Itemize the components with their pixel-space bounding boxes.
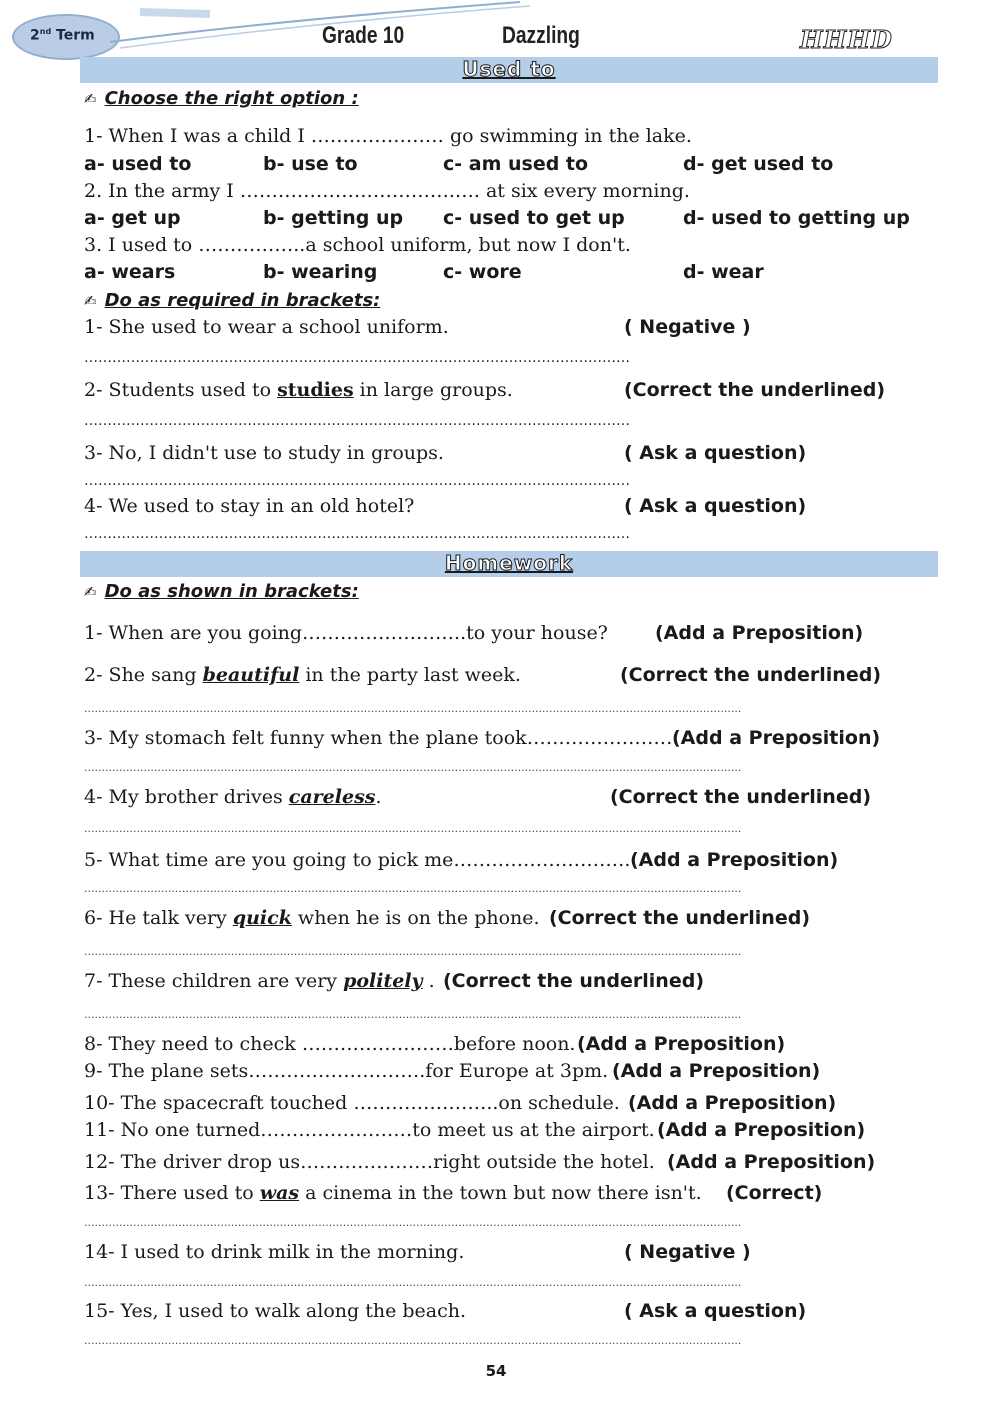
bracket-instruction: (Correct the underlined)	[624, 379, 886, 401]
pencil-icon: ✍	[84, 90, 97, 108]
bracket-item-2: 2- Students used to studies in large groups.	[84, 379, 513, 401]
answer-line[interactable]: ………………………………………………………………………………………………………	[84, 350, 630, 366]
homework-instruction: (Add a Preposition)	[628, 1092, 837, 1114]
homework-item-2: 2- She sang beautiful in the party last week.	[84, 664, 521, 686]
answer-line[interactable]: ………………………………………………………………………………………………………	[84, 473, 630, 489]
mcq-option: c- wore	[443, 261, 522, 283]
answer-line[interactable]: ............................................................................................................................................................................................	[84, 761, 742, 774]
answer-line[interactable]: ............................................................................................................................................................................................	[84, 945, 742, 958]
homework-instruction: (Add a Preposition)	[672, 727, 881, 749]
answer-line[interactable]: ............................................................................................................................................................................................	[84, 822, 742, 835]
homework-instruction: (Correct the underlined)	[610, 786, 872, 808]
homework-item-12: 12- The driver drop us…………………right outside the hotel.	[84, 1151, 655, 1173]
homework-instruction: (Correct the underlined)	[620, 664, 882, 686]
answer-line[interactable]: ............................................................................................................................................................................................	[84, 1008, 742, 1021]
homework-item-1: 1- When are you going……………………..to your house?	[84, 622, 608, 644]
homework-heading: ✍ Do as shown in brackets:	[84, 581, 359, 602]
homework-item-13: 13- There used to was a cinema in the town but now there isn't.	[84, 1182, 702, 1204]
section-title-used-to: Used to	[462, 57, 556, 81]
answer-line[interactable]: ............................................................................................................................................................................................	[84, 882, 742, 895]
mcq-option: d- used to getting up	[683, 207, 910, 229]
homework-item-3: 3- My stomach felt funny when the plane took……………………	[84, 727, 679, 749]
answer-line[interactable]: ............................................................................................................................................................................................	[84, 702, 742, 715]
homework-item-9: 9- The plane sets……………………….for Europe at 3pm.	[84, 1060, 609, 1082]
homework-item-5: 5- What time are you going to pick me……………………….	[84, 849, 631, 871]
homework-instruction: (Add a Preposition)	[577, 1033, 786, 1055]
homework-instruction: ( Ask a question)	[624, 1300, 807, 1322]
homework-instruction: (Add a Preposition)	[655, 622, 864, 644]
mcq-question-3: 3. I used to ……………..a school uniform, but now I don't.	[84, 234, 631, 256]
homework-instruction: (Add a Preposition)	[612, 1060, 821, 1082]
answer-line[interactable]: ………………………………………………………………………………………………………	[84, 413, 630, 429]
mcq-option: d- wear	[683, 261, 764, 283]
homework-instruction: (Correct the underlined)	[549, 907, 811, 929]
book-title: Dazzling	[502, 22, 580, 49]
bracket-item-1: 1- She used to wear a school uniform.	[84, 316, 449, 338]
homework-item-10: 10- The spacecraft touched …………………..on schedule.	[84, 1092, 620, 1114]
mcq-question-2: 2. In the army I …………………………….…. at six every morning.	[84, 180, 690, 202]
answer-line[interactable]: ............................................................................................................................................................................................	[84, 1276, 742, 1289]
bracket-instruction: ( Ask a question)	[624, 495, 807, 517]
mcq-option: a- used to	[84, 153, 192, 175]
homework-instruction: (Correct the underlined)	[443, 970, 705, 992]
mcq-option: a- wears	[84, 261, 176, 283]
bracket-item-4: 4- We used to stay in an old hotel?	[84, 495, 415, 517]
page-number: 54	[485, 1362, 507, 1380]
homework-instruction: ( Negative )	[624, 1241, 751, 1263]
mcq-option: b- use to	[263, 153, 358, 175]
bracket-instruction: ( Negative )	[624, 316, 751, 338]
homework-instruction: (Correct)	[726, 1182, 823, 1204]
homework-instruction: (Add a Preposition)	[630, 849, 839, 871]
homework-item-8: 8- They need to check ……………………before noon.	[84, 1033, 576, 1055]
homework-item-11: 11- No one turned……………………to meet us at the airport.	[84, 1119, 655, 1141]
brand-mark: HHHD	[800, 25, 893, 54]
homework-item-7: 7- These children are very politely .	[84, 970, 435, 992]
homework-item-14: 14- I used to drink milk in the morning.	[84, 1241, 465, 1263]
pencil-icon: ✍	[84, 583, 97, 601]
mcq-option: b- getting up	[263, 207, 404, 229]
brackets-heading: ✍ Do as required in brackets:	[84, 290, 381, 311]
mcq-option: c- used to get up	[443, 207, 625, 229]
section-band-homework	[80, 551, 938, 577]
mcq-option: d- get used to	[683, 153, 834, 175]
mcq-option: b- wearing	[263, 261, 378, 283]
grade-label: Grade 10	[322, 22, 405, 49]
mcq-question-1: 1- When I was a child I ………………… go swimming in the lake.	[84, 125, 692, 147]
bracket-item-3: 3- No, I didn't use to study in groups.	[84, 442, 444, 464]
choose-heading: ✍ Choose the right option :	[84, 88, 359, 109]
homework-item-15: 15- Yes, I used to walk along the beach.	[84, 1300, 467, 1322]
answer-line[interactable]: ............................................................................................................................................................................................	[84, 1216, 742, 1229]
homework-item-4: 4- My brother drives careless.	[84, 786, 382, 808]
pencil-icon: ✍	[84, 292, 97, 310]
answer-line[interactable]: ............................................................................................................................................................................................	[84, 1334, 742, 1347]
section-title-homework: Homework	[444, 551, 574, 575]
bracket-instruction: ( Ask a question)	[624, 442, 807, 464]
homework-instruction: (Add a Preposition)	[667, 1151, 876, 1173]
mcq-option: c- am used to	[443, 153, 589, 175]
homework-instruction: (Add a Preposition)	[657, 1119, 866, 1141]
section-band-used-to	[80, 57, 938, 83]
homework-item-6: 6- He talk very quick when he is on the phone.	[84, 907, 540, 929]
term-label: 2nd Term	[30, 27, 95, 44]
answer-line[interactable]: ………………………………………………………………………………………………………	[84, 526, 630, 542]
mcq-option: a- get up	[84, 207, 181, 229]
